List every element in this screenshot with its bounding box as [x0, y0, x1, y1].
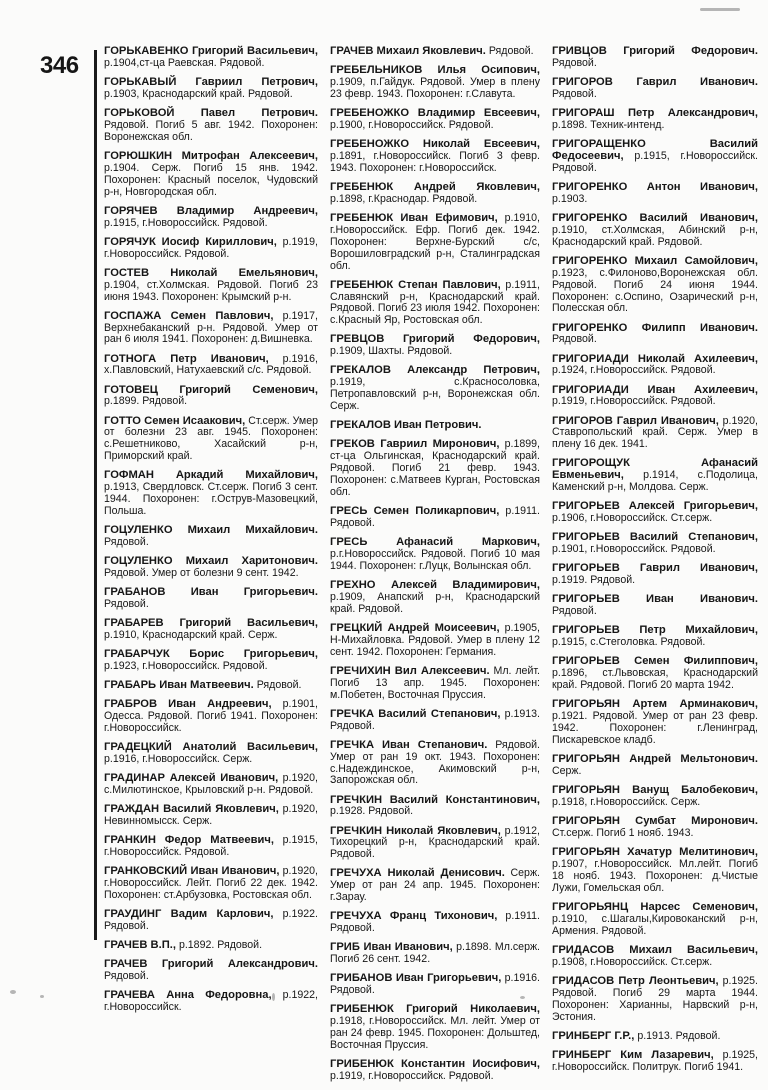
entry-name: ГОРЯЧЕВ Владимир Андреевич, — [104, 204, 318, 217]
entry-details: Ст.серж. Погиб 1 нояб. 1943. — [552, 826, 694, 839]
entry-details: р.1917, Верхнебаканский р-н. Рядовой. Умер от ран 6 июля 1941. Похоронен: д.Вишневка. — [104, 309, 318, 346]
entry-details: р.1919. Рядовой. — [552, 574, 636, 587]
list-item — [104, 835, 318, 859]
entry-details: р.1910, г.Новороссийск. Ефр. Погиб дек. 1942. Похоронен: Верхне-Бурский с/с, Ворошиловградский р-н, Сталинградская обл. — [330, 211, 540, 272]
entry-name: ГРИГОРОВ Гаврил Иванович. — [552, 76, 758, 88]
entry-name: ГРИБАНОВ Иван Григорьевич, — [330, 972, 502, 985]
entry-name: ГРЕБЕНОЖКО Николай Евсеевич, — [330, 138, 540, 150]
column-1 — [104, 46, 318, 1021]
entry-details: р.1920, Ставропольский край. Серж. Умер в плену 16 дек. 1941. — [552, 414, 758, 451]
list-item — [552, 354, 758, 378]
entry-name: ГРЕЧКА Василий Степанович, — [330, 707, 501, 720]
list-item — [330, 420, 540, 432]
entry-name: ГРАЧЕВ В.П., — [104, 939, 177, 952]
page-number: 346 — [40, 52, 79, 79]
entry-name: ГРАБАРЬ Иван Матвеевич. — [104, 679, 254, 692]
entry-name: ГРИГОРЬЕВ Алексей Григорьевич, — [552, 500, 758, 513]
entry-name: ГРИДАСОВ Петр Леонтьевич, — [552, 974, 719, 987]
list-item — [552, 656, 758, 692]
list-item — [104, 556, 318, 580]
entry-name: ГРАНКОВСКИЙ Иван Иванович, — [104, 865, 280, 878]
entry-details: р.1909, Шахты. Рядовой. — [330, 345, 453, 358]
entry-name: ГРЕВЦОВ Григорий Федорович, — [330, 333, 540, 346]
list-item — [330, 139, 540, 175]
list-item — [552, 1050, 758, 1074]
entry-name: ГРАУДИНГ Вадим Карлович, — [104, 908, 274, 921]
entry-details: р.1898. Мл.серж. Погиб 26 сент. 1942. — [330, 941, 540, 966]
list-item — [552, 625, 758, 649]
entry-name: ГРИГОРОЩУК Афанасий Евменьевич, — [552, 457, 758, 482]
entry-details: р.1904. Серж. Погиб 15 янв. 1942. Похоронен: Красный поселок, Чудовский р-н, Новгородская обл. — [104, 161, 318, 198]
list-item — [330, 182, 540, 206]
entry-details: р.1911, Славянский р-н, Краснодарский край. Рядовой. Погиб 23 июля 1942. Похоронен: с.Красный Яр, Ростовская обл. — [330, 278, 540, 327]
list-item — [552, 532, 758, 556]
entry-name: ГРИНБЕРГ Г.Р., — [552, 1029, 635, 1042]
entry-name: ГРИВЦОВ Григорий Федорович. — [552, 45, 758, 57]
entry-name: ГРИГОРЬЕВ Иван Иванович. — [552, 593, 758, 606]
entry-name: ГРАБАРЧУК Борис Григорьевич, — [104, 648, 318, 661]
entry-details: р.1920, с.Милютинское, Крыловский р-н. Рядовой. — [104, 772, 318, 797]
list-item — [330, 911, 540, 935]
entry-details: р.1913. Рядовой. — [634, 1029, 721, 1042]
entry-name: ГРАЧЕВ Михаил Яковлевич. — [330, 45, 486, 57]
list-item — [552, 699, 758, 747]
entry-details: р.1919, г.Новороссийск. Рядовой. — [330, 1070, 494, 1083]
list-item — [552, 182, 758, 206]
entry-name: ГОЦУЛЕНКО Михаил Михайлович. — [104, 524, 318, 537]
list-item — [104, 385, 318, 409]
list-item — [552, 46, 758, 70]
entry-name: ГРАЧЕВ Григорий Александрович. — [104, 958, 318, 971]
entry-details: р.1910, ст.Холмская, Абинский р-н, Краснодарский край. Рядовой. — [552, 223, 758, 248]
list-item — [552, 785, 758, 809]
list-item — [104, 587, 318, 611]
entry-details: р.1919, г.Новороссийск. Рядовой. — [552, 395, 716, 408]
entry-details: р.1919, г.Новороссийск. Рядовой. — [104, 235, 319, 260]
entry-name: ГОРЮШКИН Митрофан Алексеевич, — [104, 149, 318, 162]
entry-name: ГРИГОРОВ Гаврил Иванович, — [552, 414, 719, 427]
entry-name: ГРЕСЬ Семен Поликарпович, — [330, 505, 500, 518]
entry-name: ГРИГОРАЩЕНКО Василий Федосеевич, — [552, 138, 758, 162]
entry-name: ГРЕКОВ Гавриил Миронович, — [330, 438, 500, 451]
entry-name: ГОТТО Семен Исаакович, — [104, 414, 246, 427]
entry-details: р.1920, Невинномысск. Серж. — [104, 803, 318, 828]
entry-name: ГОРЬКАВЕНКО Григорий Васильевич, — [104, 45, 318, 57]
list-item — [104, 354, 318, 378]
list-item — [330, 1059, 540, 1083]
entry-details: р.1909, п.Гайдук. Рядовой. Умер в плену 23 февр. 1943. Похоронен: г.Славута. — [330, 76, 540, 100]
list-item — [104, 108, 318, 144]
entry-details: Мл. лейт. Погиб 13 апр. 1945. Похоронен: м.Побетен, Восточная Пруссия. — [330, 664, 540, 701]
entry-details: р.1916, х.Павловский, Натухаевский с/с. Рядовой. — [104, 352, 318, 377]
entry-details: р.1904,ст-ца Раевская. Рядовой. — [104, 56, 265, 69]
entry-details: р.г.Новороссийск. Рядовой. Погиб 10 мая 1944. Похоронен: г.Луцк, Волынская обл. — [330, 547, 540, 572]
entry-details: р.1915, г.Новороссийск. Рядовой. — [104, 216, 268, 229]
entry-details: р.1918, г.Новороссийск. Мл. лейт. Умер от ран 24 февр. 1945. Похоронен: Дольштед, Восточная Пруссия. — [330, 1015, 540, 1052]
list-item — [552, 139, 758, 175]
list-item — [552, 754, 758, 778]
entry-details: р.1905, Н-Михайловка. Рядовой. Умер в плену 12 сент. 1942. Похоронен: Германия. — [330, 621, 540, 658]
entry-name: ГРЕЧКИН Василий Константинович, — [330, 793, 540, 806]
entry-details: р.1899, ст-ца Ольгинская, Краснодарский край. Рядовой. Погиб 21 февр. 1943. Похоронен: с.Матвеев Курган, Ростовская обл. — [330, 438, 540, 498]
list-item — [330, 740, 540, 788]
list-item — [330, 46, 540, 58]
entry-details: р.1928. Рядовой. — [330, 805, 414, 818]
entry-name: ГРАДИНАР Алексей Иванович, — [104, 772, 279, 785]
entry-name: ГРАБАРЕВ Григорий Васильевич, — [104, 617, 318, 630]
entry-name: ГРЕБЕНЮК Андрей Яковлевич, — [330, 180, 540, 193]
entry-name: ГОРЬКАВЫЙ Гавриил Петрович, — [104, 76, 318, 88]
entry-details: Рядовой. — [104, 970, 149, 983]
entry-details: Серж. — [552, 764, 582, 777]
entry-details: р.1919, с.Красносоловка, Петропавловский р-н, Воронежская обл. Серж. — [330, 376, 540, 413]
entry-name: ГРИНБЕРГ Ким Лазаревич, — [552, 1048, 714, 1061]
entry-details: р.1898, г.Краснодар. Рядовой. — [330, 192, 478, 205]
entry-details: Рядовой. — [552, 333, 597, 346]
entry-name: ГРИБЕНЮК Константин Иосифович, — [330, 1058, 540, 1071]
entry-details: Рядовой. — [104, 536, 149, 549]
entry-name: ГРЕЦКИЙ Андрей Моисеевич, — [330, 621, 500, 634]
entry-name: ГРЕЧИХИН Вил Алексеевич. — [330, 664, 490, 677]
entry-details: р.1898. Техник-интенд. — [552, 118, 665, 131]
entry-details: Рядовой. Погиб 5 авг. 1942. Похоронен: Воронежская обл. — [104, 118, 318, 143]
entry-name: ГРЕХНО Алексей Владимирович, — [330, 578, 540, 591]
entry-name: ГРИГОРЬЯН Артем Арминакович, — [552, 698, 758, 711]
entry-details: р.1899. Рядовой. — [104, 395, 188, 408]
entry-name: ГРЕЧКА Иван Степанович. — [330, 738, 488, 751]
entry-details: р.1920, г.Новороссийск. Лейт. Погиб 22 дек. 1942. Похоронен: ст.Арбузовка, Ростовская обл. — [104, 865, 319, 901]
entry-name: ГОТОВЕЦ Григорий Семенович, — [104, 383, 318, 396]
list-item — [552, 323, 758, 347]
entry-details: р.1922, г.Новороссийск. — [104, 989, 319, 1014]
list-item — [104, 680, 318, 692]
entry-name: ГРИГОРЬЯН Ванущ Балобекович, — [552, 784, 758, 797]
list-item — [104, 46, 318, 70]
entry-details: р.1904, ст.Холмская. Рядовой. Погиб 23 июня 1943. Похоронен: Крымский р-н. — [104, 278, 318, 303]
entry-details: р.1908, г.Новороссийск. Ст.серж. — [552, 955, 713, 968]
entry-name: ГРЕЧКИН Николай Яковлевич, — [330, 824, 501, 837]
entry-details: р.1923, г.Новороссийск. Рядовой. — [104, 660, 268, 673]
entry-name: ГРЕБЕЛЬНИКОВ Илья Осипович, — [330, 64, 540, 77]
entry-details: р.1925, г.Новороссийск. Политрук. Погиб 1941. — [552, 1048, 758, 1073]
entry-details: р.1911. Рядовой. — [330, 910, 540, 935]
entry-name: ГРЕЧУХА Николай Денисович. — [330, 867, 505, 880]
entry-name: ГОТНОГА Петр Иванович, — [104, 352, 269, 365]
margin-rule — [94, 50, 97, 940]
list-item — [104, 866, 318, 902]
entry-details: р.1913, Свердловск. Ст.серж. Погиб 3 сент. 1944. Похоронен: г.Острув-Мазовецкий, Польша. — [104, 481, 318, 518]
list-item — [104, 699, 318, 735]
list-item — [330, 826, 540, 862]
entry-name: ГРИБЕНЮК Григорий Николаевич, — [330, 1003, 540, 1016]
entry-name: ГРАДЕЦКИЙ Анатолий Васильевич, — [104, 741, 318, 754]
entry-details: р.1892. Рядовой. — [176, 939, 263, 952]
list-item — [104, 940, 318, 952]
entry-details: р.1916. Рядовой. — [330, 972, 540, 997]
list-item — [330, 280, 540, 328]
entry-details: р.1916, г.Новороссийск. Серж. — [104, 753, 253, 766]
entry-name: ГРИГОРЬЯНЦ Нарсес Семенович, — [552, 900, 758, 913]
list-item — [552, 385, 758, 409]
list-item — [552, 816, 758, 840]
list-item — [104, 77, 318, 101]
list-item — [330, 623, 540, 659]
list-item — [552, 847, 758, 895]
list-item — [330, 537, 540, 573]
list-item — [552, 945, 758, 969]
entry-name: ГРИГОРЬЯН Андрей Мельтонович. — [552, 753, 758, 766]
list-item — [104, 990, 318, 1014]
entry-name: ГРЕЧУХА Франц Тихонович, — [330, 910, 498, 923]
entry-name: ГРИГОРИАДИ Николай Ахилеевич, — [552, 352, 758, 365]
list-item — [552, 1031, 758, 1043]
entry-details: Рядовой. — [104, 598, 149, 611]
entry-name: ГОСПАЖА Семен Павлович, — [104, 309, 274, 322]
entry-name: ГРИДАСОВ Михаил Васильевич, — [552, 943, 758, 956]
list-item — [552, 77, 758, 101]
list-item — [330, 868, 540, 904]
list-item — [104, 525, 318, 549]
list-item — [552, 501, 758, 525]
entry-name: ГРИГОРЬЕВ Петр Михайлович, — [552, 624, 758, 637]
entry-name: ГРИГОРЬЕВ Василий Степанович, — [552, 531, 758, 544]
entry-name: ГРИГОРЬЕВ Семен Филиппович, — [552, 655, 758, 668]
entry-name: ГРИГОРЕНКО Василий Иванович, — [552, 211, 758, 224]
entry-details: р.1915, г.Новороссийск. Рядовой. — [104, 834, 319, 859]
entry-details: р.1915, г.Новороссийск. Рядовой. — [552, 149, 758, 174]
list-item — [330, 334, 540, 358]
list-item — [330, 709, 540, 733]
list-item — [552, 108, 758, 132]
list-item — [104, 151, 318, 199]
list-item — [552, 594, 758, 618]
list-item — [104, 959, 318, 983]
entry-details: Рядовой. — [552, 56, 597, 69]
entry-details: р.1901, г.Новороссийск. Рядовой. — [552, 543, 716, 556]
list-item — [330, 213, 540, 273]
list-item — [330, 1004, 540, 1052]
list-item — [104, 773, 318, 797]
entry-details: р.1912, Тихорецкий р-н, Краснодарский край. Рядовой. — [330, 824, 540, 861]
entry-name: ГРАБРОВ Иван Андреевич, — [104, 698, 272, 711]
entry-details: р.1909, Анапский р-н, Краснодарский край. Рядовой. — [330, 590, 540, 615]
list-item — [104, 416, 318, 464]
entry-details: р.1907, г.Новороссийск. Мл.лейт. Погиб 18 нояб. 1943. Похоронен: д.Чистые Лужи, Гомельская обл. — [552, 857, 758, 894]
entry-details: р.1891, г.Новороссийск. Погиб 3 февр. 1943. Похоронен: г.Новороссийск. — [330, 149, 540, 174]
entry-details: Рядовой. — [552, 87, 597, 100]
list-item — [330, 506, 540, 530]
entry-name: ГРИГОРЬЯН Хачатур Мелитинович, — [552, 846, 758, 859]
entry-details: Серж. Умер от ран 24 апр. 1945. Похоронен: г.Зарау. — [330, 867, 540, 904]
entry-details: Ст.серж. Умер от болезни 23 авг. 1945. Похоронен: с.Решетниково, Хасайский р-н, Приморский край. — [104, 414, 318, 463]
list-item — [104, 206, 318, 230]
entry-name: ГОФМАН Аркадий Михайлович, — [104, 469, 318, 482]
entry-name: ГРАНКИН Федор Матвеевич, — [104, 834, 274, 847]
list-item — [330, 973, 540, 997]
entry-name: ГРЕКАЛОВ Иван Петрович. — [330, 419, 482, 432]
entry-details: р.1924, г.Новороссийск. Рядовой. — [552, 364, 716, 377]
list-item — [552, 976, 758, 1024]
entry-details: Рядовой. — [552, 605, 597, 618]
entry-name: ГРЕСЬ Афанасий Маркович, — [330, 536, 540, 549]
entry-name: ГРИГОРИАДИ Иван Ахилеевич, — [552, 383, 758, 396]
entry-name: ГОРЯЧУК Иосиф Кириллович, — [104, 235, 277, 248]
entry-name: ГОСТЕВ Николай Емельянович, — [104, 266, 318, 279]
entry-name: ГРИГОРЬЯН Сумбат Миронович. — [552, 815, 758, 828]
list-item — [330, 65, 540, 101]
list-item — [330, 942, 540, 966]
list-item — [104, 268, 318, 304]
list-item — [104, 311, 318, 347]
entry-name: ГРАЧЕВА Анна Федоровна, — [104, 989, 272, 1002]
entry-details: р.1910, с.Шагалы,Кировоканский р-н, Армения. Рядовой. — [552, 912, 758, 937]
entry-details: р.1922. Рядовой. — [104, 908, 318, 932]
entry-name: ГРЕКАЛОВ Александр Петрович, — [330, 364, 540, 377]
list-item — [552, 902, 758, 938]
entry-name: ГРИГОРАШ Петр Александрович, — [552, 107, 758, 119]
entry-name: ГРАЖДАН Василий Яковлевич, — [104, 803, 279, 816]
entry-details: Рядовой. Умер от болезни 9 сент. 1942. — [104, 567, 299, 580]
entry-name: ГРИБ Иван Иванович, — [330, 941, 453, 954]
list-item — [552, 458, 758, 494]
entry-details: р.1925. Рядовой. Погиб 29 марта 1944. Похоронен: Харианны, Нарвский р-н, Эстония. — [552, 974, 758, 1023]
entry-details: р.1913. Рядовой. — [330, 707, 540, 732]
entry-details: р.1923, с.Филоново,Воронежская обл. Рядовой. Погиб 24 июня 1944. Похоронен: с.Оспино, Озарический р-н, Полесская обл. — [552, 266, 758, 315]
entry-details: р.1921. Рядовой. Умер от ран 23 февр. 1942. Похоронен: г.Ленинград, Пискаревское кладб. — [552, 710, 758, 746]
list-item — [104, 742, 318, 766]
entry-details: р.1918, г.Новороссийск. Серж. — [552, 795, 701, 808]
entry-name: ГРИГОРЕНКО Филипп Иванович. — [552, 321, 758, 334]
entry-name: ГРЕБЕНОЖКО Владимир Евсеевич, — [330, 107, 540, 119]
entry-name: ГОРЬКОВОЙ Павел Петрович. — [104, 107, 318, 119]
entry-details: р.1911. Рядовой. — [330, 505, 540, 529]
entry-details: р.1896, ст.Львовская, Краснодарский край. Рядовой. Погиб 20 марта 1942. — [552, 667, 758, 692]
list-item — [330, 795, 540, 819]
list-item — [330, 580, 540, 616]
list-item — [330, 365, 540, 413]
entry-name: ГРЕБЕНЮК Степан Павлович, — [330, 278, 501, 291]
column-2 — [330, 46, 540, 1090]
entry-details: р.1910, Краснодарский край. Серж. — [104, 629, 278, 642]
entry-details: Рядовой. Умер от ран 19 окт. 1943. Похоронен: с.Надеждинское, Акимовский р-н, Запорожская обл. — [330, 738, 540, 787]
list-item — [552, 256, 758, 316]
entry-name: ГОЦУЛЕНКО Михаил Харитонович. — [104, 555, 318, 568]
entry-details: р.1903, Краснодарский край. Рядовой. — [104, 87, 293, 100]
list-item — [104, 909, 318, 933]
entry-details: Рядовой. — [485, 45, 534, 57]
list-item — [330, 439, 540, 499]
entry-details: р.1915, с.Стеголовка. Рядовой. — [552, 636, 706, 649]
list-item — [104, 649, 318, 673]
entry-name: ГРЕБЕНЮК Иван Ефимович, — [330, 211, 498, 224]
entry-name: ГРИГОРЕНКО Антон Иванович, — [552, 180, 758, 193]
entry-name: ГРИГОРЕНКО Михаил Самойлович, — [552, 254, 758, 267]
column-3 — [552, 46, 758, 1081]
list-item — [552, 563, 758, 587]
list-item — [104, 237, 318, 261]
entry-details: р.1914, с.Подолица, Каменский р-н, Молдова. Серж. — [552, 469, 758, 494]
list-item — [552, 416, 758, 452]
entry-details: р.1901, Одесса. Рядовой. Погиб 1941. Похоронен: г.Новороссийск. — [104, 698, 319, 735]
list-item — [330, 666, 540, 702]
list-item — [104, 470, 318, 518]
list-item — [104, 804, 318, 828]
entry-details: Рядовой. — [253, 679, 302, 692]
entry-details: р.1900, г.Новороссийск. Рядовой. — [330, 118, 494, 131]
list-item — [552, 213, 758, 249]
entry-details: р.1903. — [552, 192, 588, 205]
entry-name: ГРИГОРЬЕВ Гаврил Иванович, — [552, 562, 758, 575]
list-item — [330, 108, 540, 132]
entry-details: р.1906, г.Новороссийск. Ст.серж. — [552, 512, 713, 525]
list-item — [104, 618, 318, 642]
entry-name: ГРАБАНОВ Иван Григорьевич. — [104, 586, 318, 599]
